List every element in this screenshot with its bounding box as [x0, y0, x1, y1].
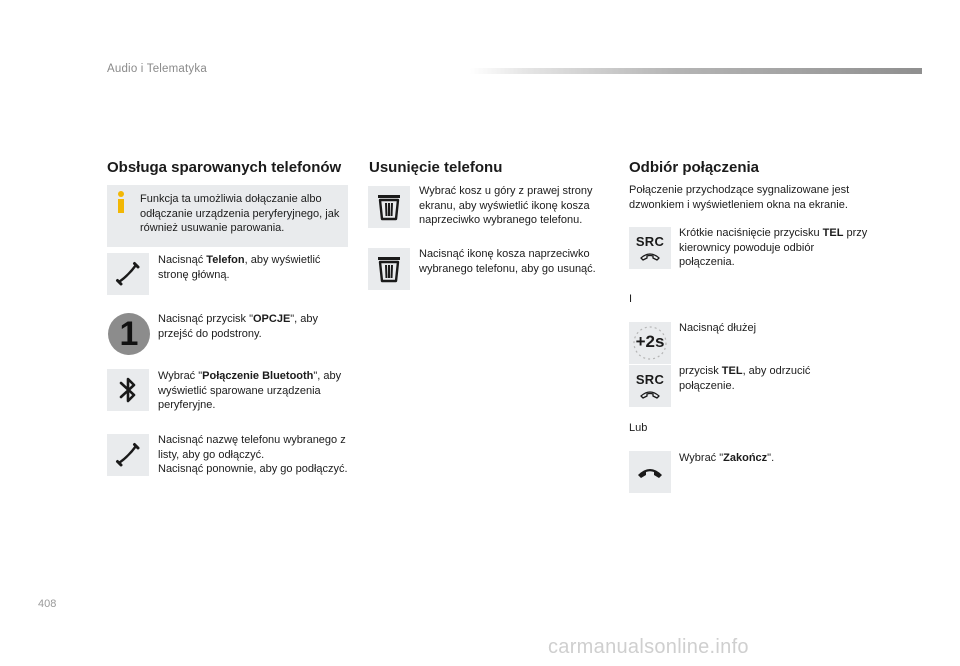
page-number: 408 [38, 598, 57, 610]
handset-icon-2 [640, 389, 660, 399]
trash-icon-2 [368, 248, 410, 290]
header-divider [470, 68, 922, 74]
step-short-press-text: Krótkie naciśnięcie przycisku TEL przy kierownicy powoduje odbiór połączenia. [679, 227, 868, 268]
step-phone-text: Nacisnąć Telefon, aby wyświetlić stronę główną. [158, 254, 321, 281]
step-select-phone-text: Nacisnąć nazwę telefonu wybranego z listy, aby go odłączyć. Nacisnąć ponownie, aby go podłączyć. [158, 434, 348, 475]
separator-and: I [629, 293, 633, 305]
trash-icon [368, 186, 410, 228]
info-box [107, 185, 348, 247]
step-long-press-text: Nacisnąć dłużej [679, 322, 757, 334]
step-bluetooth-text: Wybrać "Połączenie Bluetooth", aby wyświetlić sparowane urządzenia peryferyjne. [158, 370, 342, 411]
step-trash-delete-text: Nacisnąć ikonę kosza naprzeciwko wybranego telefonu, aby go usunąć. [419, 248, 596, 275]
hang-up-icon [629, 451, 671, 493]
hold-duration-label: +2s [635, 332, 665, 351]
src-label: SRC [635, 234, 665, 249]
separator-or: Lub [629, 422, 648, 434]
section-title-delete-phone: Usunięcie telefonu [369, 159, 503, 176]
src-tel-button-icon-2 [629, 365, 671, 407]
header-title: Audio i Telematyka [107, 63, 207, 75]
handset-icon [640, 251, 660, 261]
info-icon [115, 191, 129, 213]
phone-icon-2 [107, 434, 149, 476]
phone-icon [107, 253, 149, 295]
intro-text: Połączenie przychodzące sygnalizowane jest dzwonkiem i wyświetleniem okna na ekranie. [629, 184, 850, 211]
src-tel-button-icon [629, 227, 671, 269]
long-press-icon [629, 322, 671, 364]
info-text: Funkcja ta umożliwia dołączanie albo odłączanie urządzenia peryferyjnego, jak również usuwanie parowania. [140, 193, 340, 234]
step-trash-top-text: Wybrać kosz u góry z prawej strony ekranu, aby wyświetlić ikonę kosza naprzeciwko wybranego telefonu. [419, 185, 593, 226]
step-number-label: 1 [119, 315, 139, 353]
step-end-call-text: Wybrać "Zakończ". [679, 452, 775, 464]
step-number-badge [107, 312, 151, 356]
watermark-text: carmanualsonline.info [548, 636, 749, 658]
src-label-2: SRC [635, 372, 665, 387]
bluetooth-icon [107, 369, 149, 411]
step-reject-text: przycisk TEL, aby odrzucić połączenie. [679, 365, 811, 392]
step-options-text: Nacisnąć przycisk "OPCJE", aby przejść do podstrony. [158, 313, 319, 340]
section-title-paired-phones: Obsługa sparowanych telefonów [107, 159, 342, 176]
section-title-answer-call: Odbiór połączenia [629, 159, 760, 176]
